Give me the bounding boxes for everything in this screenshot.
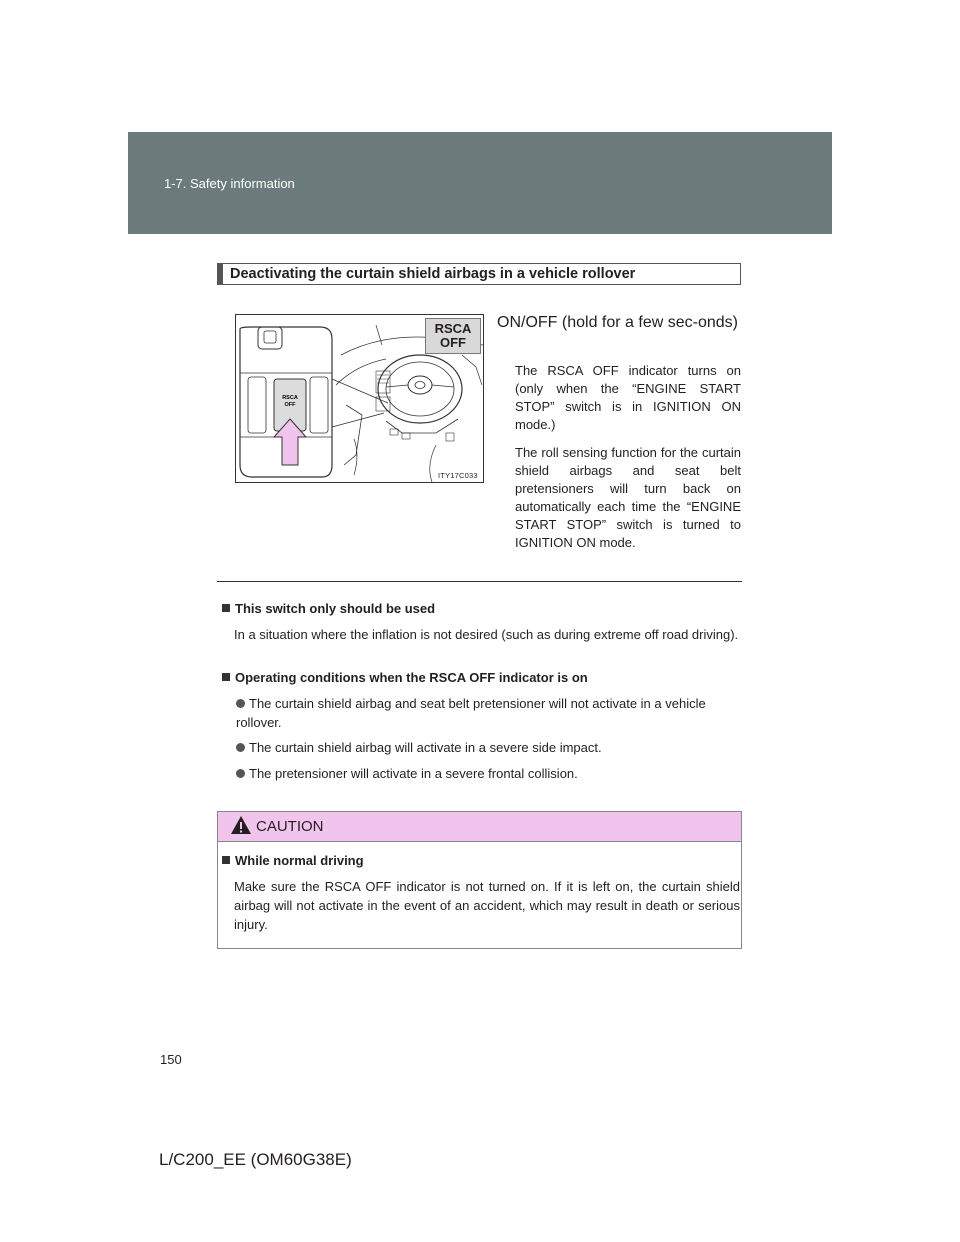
divider [217, 581, 742, 582]
caution-item-text: Make sure the RSCA OFF indicator is not turned on. If it is left on, the curtain shield airbag will not activate in the event of an accident, which may result in death or serious injury. [234, 879, 740, 932]
rsca-off-callout [425, 318, 481, 354]
footer-code: L/C200_EE (OM60G38E) [159, 1150, 352, 1169]
note-switch-usage-text: In a situation where the inflation is not desired (such as during extreme off road driving). [234, 627, 739, 642]
square-bullet-icon [222, 856, 230, 864]
section-heading-text: Deactivating the curtain shield airbags in a vehicle rollover [230, 266, 636, 282]
callout-line2: OFF [440, 335, 466, 350]
note-switch-usage-title: This switch only should be used [222, 601, 435, 616]
warning-icon [230, 815, 252, 835]
switch-label-line2: OFF [284, 402, 296, 408]
description-roll-sensing: The roll sensing function for the curtain shield airbags and seat belt pretensioners will turn back on automatically each time the “ENGINE START STOP” switch is turned to IGNITION ON mode. [515, 445, 741, 550]
condition-item: The curtain shield airbag and seat belt pretensioner will not activate in a vehicle rollover. [236, 696, 706, 730]
heading-bar [218, 264, 223, 284]
caution-title: CAUTION [256, 818, 324, 835]
round-bullet-icon [236, 743, 245, 752]
round-bullet-icon [236, 699, 245, 708]
figure-code: ITY17C033 [438, 471, 478, 480]
condition-item: The curtain shield airbag will activate in a severe side impact. [236, 738, 726, 757]
section-breadcrumb: 1-7. Safety information [164, 176, 295, 191]
section-heading [217, 263, 741, 285]
description-indicator: The RSCA OFF indicator turns on (only when the “ENGINE START STOP” switch is in IGNITION ON mode.) [515, 363, 741, 432]
square-bullet-icon [222, 604, 230, 612]
caution-item-title: While normal driving [222, 853, 364, 868]
page-number: 150 [160, 1052, 182, 1067]
square-bullet-icon [222, 673, 230, 681]
callout-line1: RSCA [434, 321, 472, 336]
condition-item: The pretensioner will activate in a severe frontal collision. [236, 764, 726, 783]
switch-label-line1: RSCA [282, 395, 298, 401]
note-operating-conditions-title: Operating conditions when the RSCA OFF indicator is on [222, 670, 588, 685]
instruction-text: ON/OFF (hold for a few sec-onds) [497, 314, 738, 331]
round-bullet-icon [236, 769, 245, 778]
